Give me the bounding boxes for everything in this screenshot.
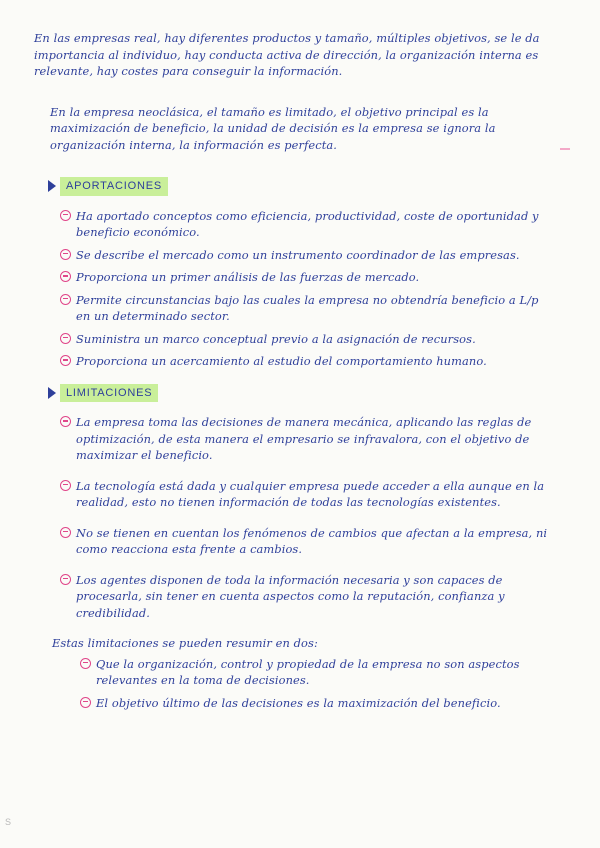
circle-minus-icon bbox=[60, 527, 71, 538]
list-item: No se tienen en cuentan los fenómenos de cambios que afectan a la empresa, ni como reacciona esta frente a cambios. bbox=[60, 525, 556, 558]
limitaciones-heading-text: LIMITACIONES bbox=[60, 384, 158, 403]
circle-minus-icon bbox=[60, 333, 71, 344]
list-item: El objetivo último de las decisiones es la maximización del beneficio. bbox=[80, 695, 556, 712]
list-item: Que la organización, control y propiedad de la empresa no son aspectos relevantes en la toma de decisiones. bbox=[80, 656, 556, 689]
triangle-bullet-icon bbox=[48, 387, 56, 399]
circle-minus-icon bbox=[60, 271, 71, 282]
summary-intro: Estas limitaciones se pueden resumir en dos: bbox=[52, 636, 318, 650]
list-item: Proporciona un acercamiento al estudio del comportamiento humano. bbox=[60, 353, 556, 370]
list-item: Proporciona un primer análisis de las fuerzas de mercado. bbox=[60, 269, 556, 286]
aportaciones-list bbox=[34, 208, 556, 370]
circle-minus-icon bbox=[80, 697, 91, 708]
list-item: Los agentes disponen de toda la información necesaria y son capaces de procesarla, sin tener en cuenta aspectos como la reputación, confianza y credibilidad. bbox=[60, 572, 556, 622]
summary-list bbox=[34, 656, 556, 712]
circle-minus-icon bbox=[60, 294, 71, 305]
triangle-bullet-icon bbox=[48, 180, 56, 192]
corner-watermark: S bbox=[5, 816, 12, 827]
limitaciones-list bbox=[34, 414, 556, 621]
limitaciones-heading bbox=[48, 384, 556, 403]
circle-minus-icon bbox=[60, 249, 71, 260]
list-item: Suministra un marco conceptual previo a la asignación de recursos. bbox=[60, 331, 556, 348]
paragraph-real-company: En las empresas real, hay diferentes productos y tamaño, múltiples objetivos, se le da importancia al individuo, hay conducta activa de dirección, la organización interna es relevante, hay costes para conseguir la información. bbox=[34, 31, 540, 78]
circle-minus-icon bbox=[60, 210, 71, 221]
list-item: Se describe el mercado como un instrumento coordinador de las empresas. bbox=[60, 247, 556, 264]
aportaciones-heading-text: APORTACIONES bbox=[60, 177, 168, 196]
list-item: Ha aportado conceptos como eficiencia, productividad, coste de oportunidad y beneficio económico. bbox=[60, 208, 556, 241]
list-item: La tecnología está dada y cualquier empresa puede acceder a ella aunque en la realidad, esto no tienen información de todas las tecnologías existentes. bbox=[60, 478, 556, 511]
circle-minus-icon bbox=[60, 574, 71, 585]
circle-minus-icon bbox=[60, 480, 71, 491]
paragraph-neoclassical-company: En la empresa neoclásica, el tamaño es limitado, el objetivo principal es la maximización de beneficio, la unidad de decisión es la empresa se ignora la organización interna, la información es perfecta. bbox=[50, 104, 496, 152]
circle-minus-icon bbox=[60, 355, 71, 366]
circle-minus-icon bbox=[80, 658, 91, 669]
list-item: Permite circunstancias bajo las cuales la empresa no obtendría beneficio a L/p en un determinado sector. bbox=[60, 292, 556, 325]
list-item: La empresa toma las decisiones de manera mecánica, aplicando las reglas de optimización, de esta manera el empresario se infravalora, con el objetivo de maximizar el beneficio. bbox=[60, 414, 556, 464]
circle-minus-icon bbox=[60, 416, 71, 427]
pink-mark bbox=[560, 148, 570, 150]
aportaciones-heading bbox=[48, 177, 556, 196]
